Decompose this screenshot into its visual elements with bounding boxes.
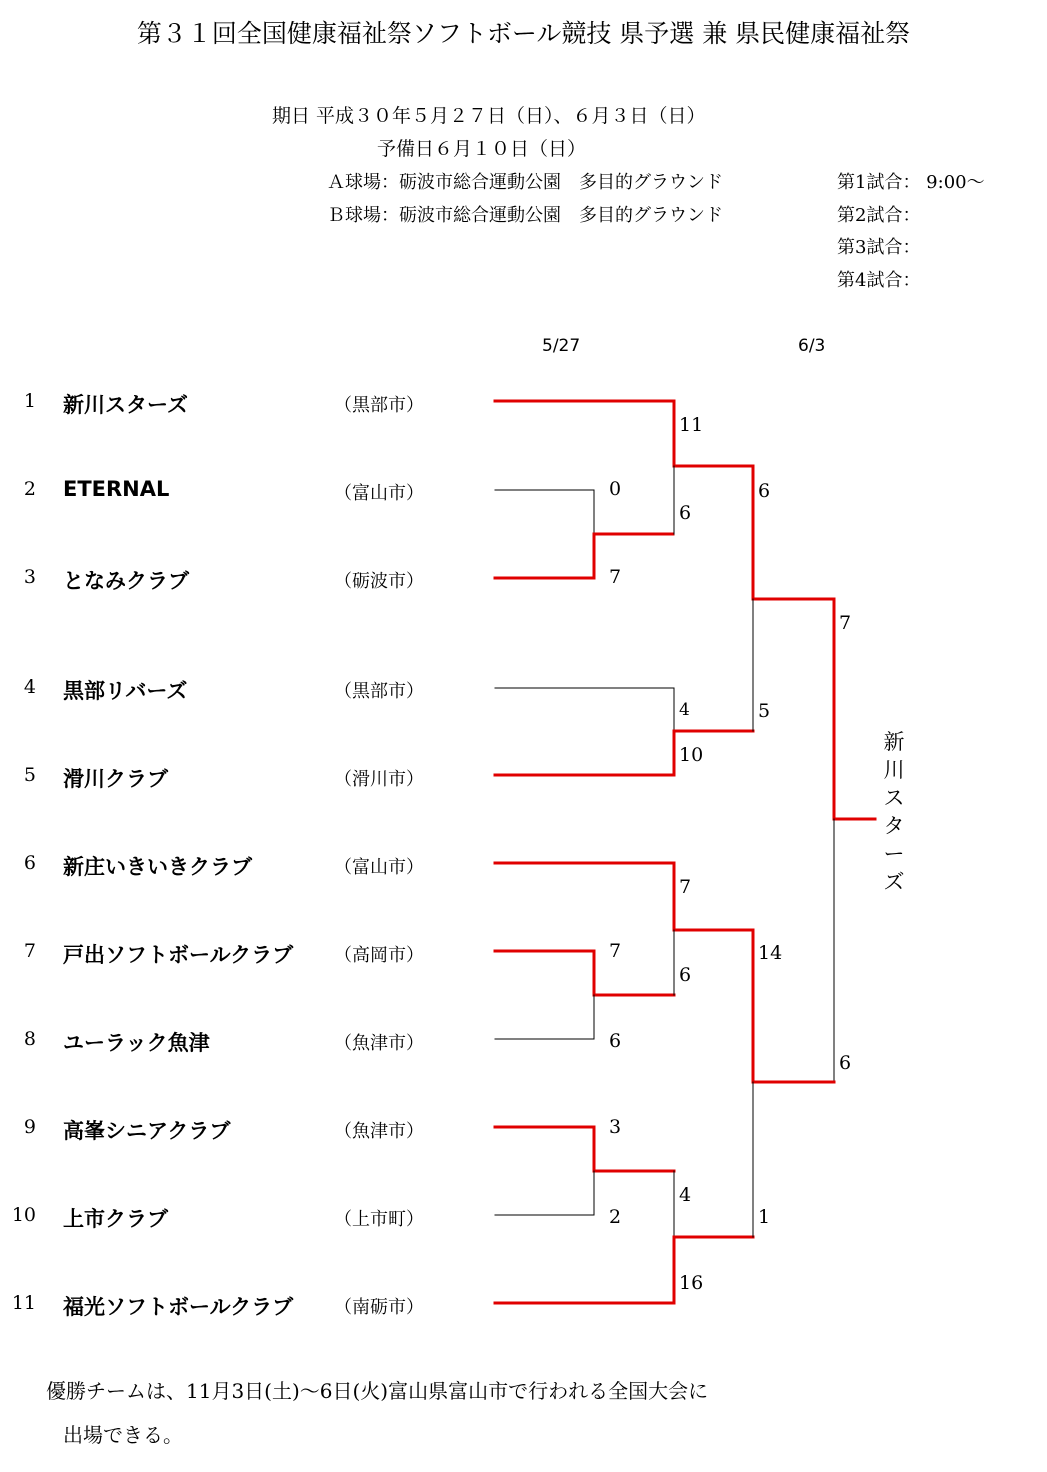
venue-b: Ｂ球場：砺波市総合運動公園 多目的グラウンド: [327, 205, 723, 226]
champion-label: [880, 728, 908, 896]
score: 4: [679, 700, 690, 720]
score: 10: [679, 744, 704, 766]
score: 6: [758, 480, 771, 502]
team-city: （砺波市）: [334, 571, 424, 592]
game-1-time: 第1試合： 9:00～: [837, 172, 985, 193]
team-name: 黒部リバーズ: [63, 679, 188, 703]
bracket-line-win: [495, 401, 753, 466]
bracket-line-win: [495, 1237, 753, 1303]
bracket-line: [495, 1171, 594, 1215]
round-1-date: 5/27: [542, 336, 581, 356]
score: 1: [758, 1206, 771, 1228]
team-name: 新庄いきいきクラブ: [63, 855, 252, 879]
venue-a: Ａ球場：砺波市総合運動公園 多目的グラウンド: [327, 172, 723, 193]
page-title: 第３１回全国健康福祉祭ソフトボール競技 県予選 兼 県民健康福祉祭: [136, 19, 911, 48]
bracket-line-win: [495, 951, 674, 995]
team-city: （富山市）: [334, 857, 424, 878]
score: 3: [609, 1116, 622, 1138]
note-line-1: 優勝チームは、11月3日(土)～6日(火)富山県富山市で行われる全国大会に: [46, 1379, 709, 1403]
champion-char: 新: [883, 730, 905, 754]
champion-char: ー: [883, 842, 905, 866]
score: 6: [839, 1052, 852, 1074]
schedule-dates: 期日 平成３０年５月２７日（日）、６月３日（日）: [272, 105, 706, 127]
score: 7: [609, 566, 622, 588]
team-name: 新川スターズ: [63, 393, 188, 417]
note-line-2: 出場できる。: [63, 1423, 183, 1447]
score: 7: [679, 876, 692, 898]
score: 4: [679, 1184, 692, 1206]
team-name: となみクラブ: [63, 569, 189, 593]
bracket-line: [495, 688, 674, 731]
team-city: （魚津市）: [334, 1121, 424, 1142]
score: 6: [609, 1030, 622, 1052]
score: 11: [679, 414, 704, 436]
team-name: ETERNAL: [63, 477, 170, 501]
team-city: （高岡市）: [334, 945, 424, 966]
team-number: 11: [11, 1292, 36, 1314]
bracket-line-win: [495, 1127, 674, 1171]
team-number: 5: [23, 764, 36, 786]
score: 16: [679, 1272, 704, 1294]
team-city: （滑川市）: [334, 769, 424, 790]
team-city: （南砺市）: [334, 1297, 424, 1318]
team-city: （黒部市）: [334, 681, 424, 702]
team-name: ユーラック魚津: [63, 1031, 210, 1055]
score: 5: [758, 700, 771, 722]
team-name: 上市クラブ: [63, 1207, 168, 1231]
score: 6: [679, 964, 692, 986]
champion-char: タ: [883, 814, 905, 838]
round-2-date: 6/3: [798, 336, 826, 356]
bracket-line-win: [495, 534, 673, 578]
team-number: 2: [23, 478, 36, 500]
team-name: 戸出ソフトボールクラブ: [63, 943, 294, 967]
team-number: 10: [11, 1204, 36, 1226]
champion-char: 川: [883, 758, 905, 782]
score: 7: [609, 940, 622, 962]
bracket-line-win: [495, 731, 753, 775]
score: 2: [609, 1206, 622, 1228]
bracket-line-win: [495, 863, 753, 930]
score: 6: [679, 502, 692, 524]
score: 0: [609, 478, 622, 500]
team-city: （黒部市）: [334, 395, 424, 416]
team-number: 8: [23, 1028, 36, 1050]
team-number: 7: [23, 940, 36, 962]
game-4-time: 第4試合：: [837, 270, 921, 291]
team-number: 1: [23, 390, 36, 412]
champion-char: ス: [883, 786, 905, 810]
team-number: 4: [23, 676, 36, 698]
bracket-line: [495, 995, 594, 1039]
game-3-time: 第3試合：: [837, 237, 921, 258]
team-city: （魚津市）: [334, 1033, 424, 1054]
schedule-reserve: 予備日６月１０日（日）: [377, 138, 587, 160]
team-name: 滑川クラブ: [63, 767, 168, 791]
team-name: 高峯シニアクラブ: [63, 1119, 231, 1143]
team-number: 6: [23, 852, 36, 874]
team-number: 3: [23, 566, 36, 588]
team-name: 福光ソフトボールクラブ: [63, 1295, 294, 1319]
bracket-line: [495, 490, 594, 534]
game-2-time: 第2試合：: [837, 205, 921, 226]
champion-char: ズ: [883, 870, 905, 894]
score: 14: [758, 942, 783, 964]
team-number: 9: [23, 1116, 36, 1138]
score: 7: [839, 612, 852, 634]
team-city: （富山市）: [334, 483, 424, 504]
team-city: （上市町）: [334, 1209, 424, 1230]
